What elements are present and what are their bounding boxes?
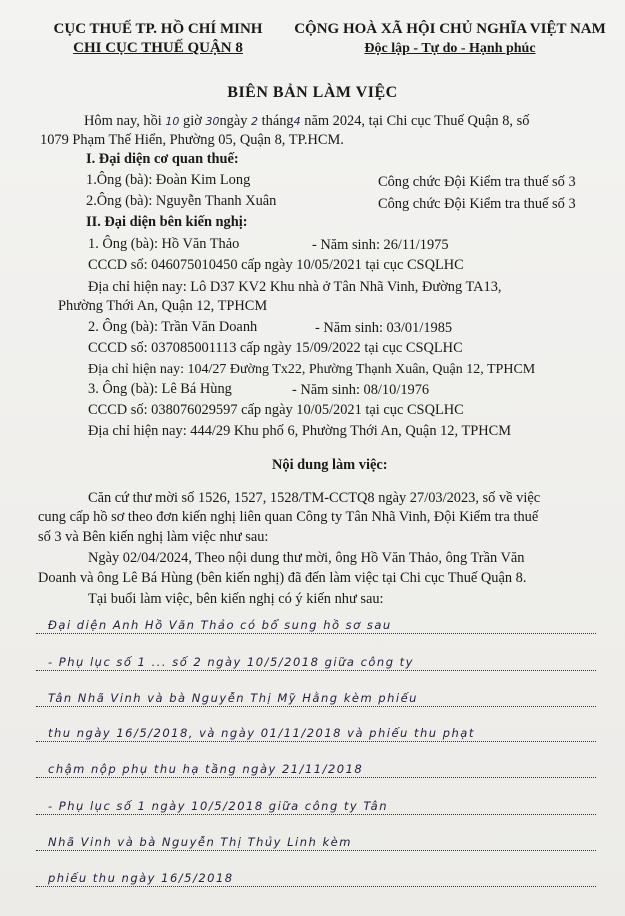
content-heading: Nội dung làm việc: (272, 457, 388, 473)
content-para-1-line-3: số 3 và Bên kiến nghị làm việc như sau: (38, 529, 269, 545)
petitioner-1-address: Địa chỉ hiện nay: Lô D37 KV2 Khu nhà ở Tân Nhã Vinh, Đường TA13, (88, 279, 502, 295)
intro-line-1: Hôm nay, hồi 10 giờ 30ngày 2 tháng4 năm 2024, tại Chi cục Thuế Quận 8, số (84, 113, 530, 129)
petitioner-3-birth: - Năm sinh: 08/10/1976 (292, 382, 430, 398)
tax-rep-1-name: 1.Ông (bà): Đoàn Kim Long (86, 172, 251, 188)
petitioner-2-name: 2. Ông (bà): Trần Văn Doanh (88, 319, 258, 335)
handwritten-minute: 30 (205, 115, 220, 128)
content-para-3: Tại buổi làm việc, bên kiến nghị có ý kiến như sau: (88, 591, 384, 607)
handwritten-line: thu ngày 16/5/2018, và ngày 01/11/2018 và phiếu thu phạt (36, 721, 596, 742)
agency-subunit: CHI CỤC THUẾ QUẬN 8 (73, 40, 243, 56)
tax-rep-2-name: 2.Ông (bà): Nguyễn Thanh Xuân (86, 193, 277, 209)
handwritten-hour: 10 (165, 115, 180, 128)
petitioner-1-name: 1. Ông (bà): Hồ Văn Thảo (88, 236, 240, 252)
national-motto (285, 20, 615, 58)
handwritten-line: Tân Nhã Vinh và bà Nguyễn Thị Mỹ Hằng kèm phiếu (36, 686, 596, 707)
content-para-1-line-1: Căn cứ thư mời số 1526, 1527, 1528/TM-CCTQ8 ngày 27/03/2023, số về việc (88, 490, 541, 506)
handwritten-line: - Phụ lục số 1 ... số 2 ngày 10/5/2018 giữa công ty (36, 650, 596, 671)
handwritten-day: 2 (251, 115, 259, 128)
handwritten-line: Đại diện Anh Hồ Văn Thảo có bổ sung hồ sơ sau (36, 613, 596, 634)
motto: Độc lập - Tự do - Hạnh phúc (364, 41, 536, 56)
content-para-1-line-2: cung cấp hồ sơ theo đơn kiến nghị liên quan Công ty Tân Nhã Vinh, Đội Kiểm tra thuế (38, 509, 539, 525)
petitioner-3-address: Địa chỉ hiện nay: 444/29 Khu phố 6, Phường Thới An, Quận 12, TPHCM (88, 423, 512, 439)
petitioner-1-address-cont: Phường Thới An, Quận 12, TPHCM (58, 298, 268, 314)
document-title: BIÊN BẢN LÀM VIỆC (227, 84, 398, 101)
petitioner-3-name: 3. Ông (bà): Lê Bá Hùng (88, 381, 232, 397)
handwritten-line: phiếu thu ngày 16/5/2018 (36, 866, 596, 887)
agency-header (28, 20, 288, 58)
petitioner-3-cccd: CCCD số: 038076029597 cấp ngày 10/05/2021 tại cục CSQLHC (88, 402, 464, 418)
petitioner-1-birth: - Năm sinh: 26/11/1975 (312, 237, 449, 253)
handwritten-line: - Phụ lục số 1 ngày 10/5/2018 giữa công ty Tân (36, 794, 596, 815)
tax-rep-2-role: Công chức Đội Kiểm tra thuế số 3 (378, 196, 576, 212)
content-para-2-line-2: Doanh và ông Lê Bá Hùng (bên kiến nghị) đã đến làm việc tại Chi cục Thuế Quận 8. (38, 570, 527, 586)
tax-rep-1-role: Công chức Đội Kiểm tra thuế số 3 (378, 174, 576, 190)
handwritten-line: chậm nộp phụ thu hạ tầng ngày 21/11/2018 (36, 757, 596, 778)
agency-name: CỤC THUẾ TP. HỒ CHÍ MINH (53, 21, 263, 37)
country-name: CỘNG HOÀ XÃ HỘI CHỦ NGHĨA VIỆT NAM (294, 21, 606, 37)
section-1-heading: I. Đại diện cơ quan thuế: (86, 151, 239, 167)
section-2-heading: II. Đại diện bên kiến nghị: (86, 214, 248, 230)
petitioner-2-cccd: CCCD số: 037085001113 cấp ngày 15/09/2022 tại cục CSQLHC (88, 340, 463, 356)
petitioner-2-birth: - Năm sinh: 03/01/1985 (315, 320, 453, 336)
handwritten-line: Nhã Vinh và bà Nguyễn Thị Thủy Linh kèm (36, 830, 596, 851)
petitioner-2-address: Địa chỉ hiện nay: 104/27 Đường Tx22, Phường Thạnh Xuân, Quận 12, TPHCM (88, 362, 536, 377)
intro-line-2: 1079 Phạm Thế Hiển, Phường 05, Quận 8, TP.HCM. (40, 132, 344, 148)
petitioner-1-cccd: CCCD số: 046075010450 cấp ngày 10/05/2021 tại cục CSQLHC (88, 257, 464, 273)
handwritten-month: 4 (293, 115, 301, 128)
content-para-2-line-1: Ngày 02/04/2024, Theo nội dung thư mời, ông Hồ Văn Thảo, ông Trần Văn (88, 550, 525, 566)
